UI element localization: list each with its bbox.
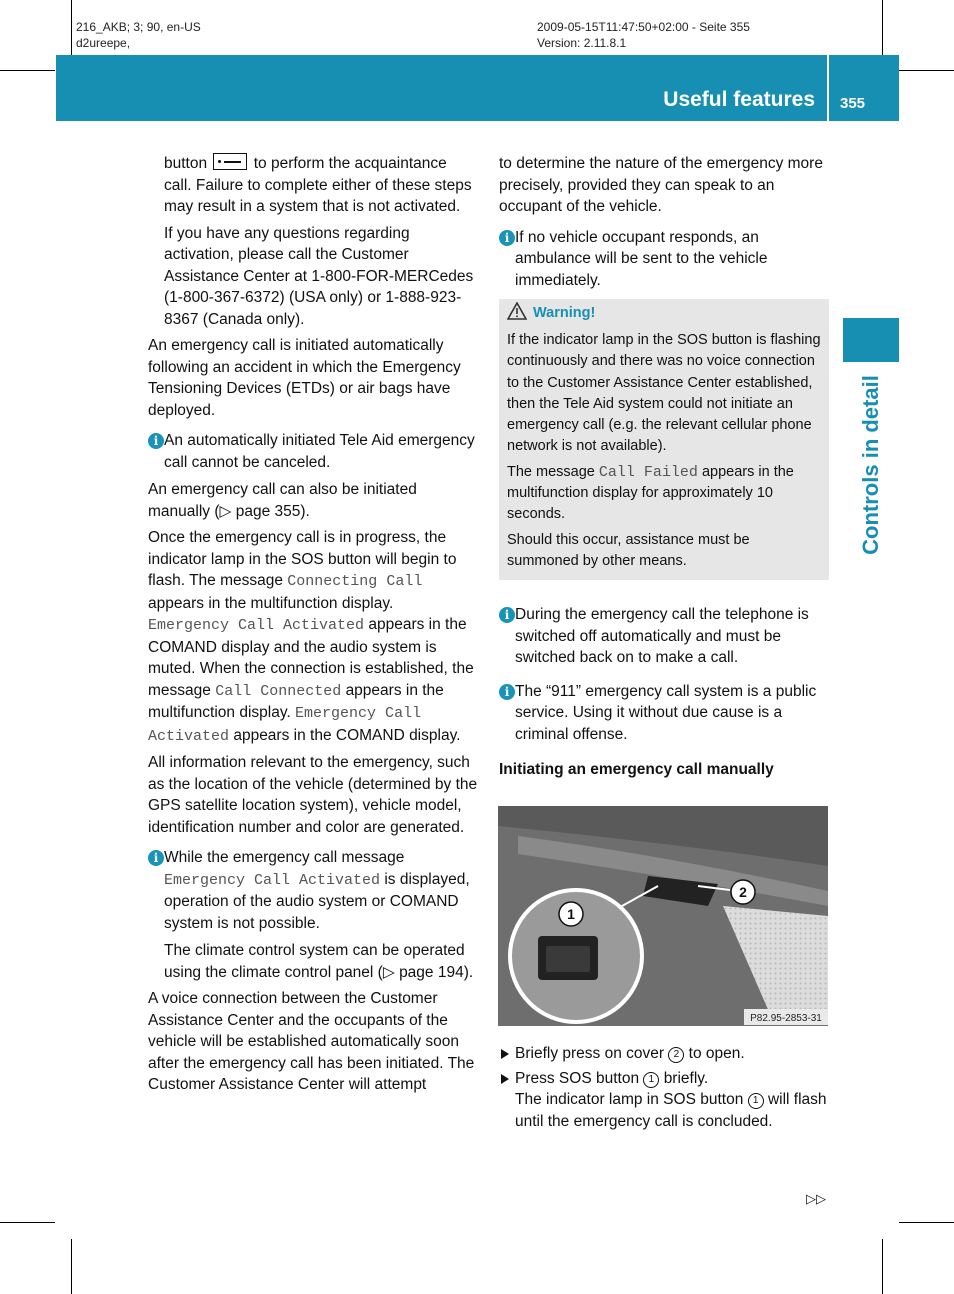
crop-mark — [882, 1239, 883, 1294]
info-icon: i — [148, 433, 164, 449]
crop-mark — [0, 70, 55, 71]
page-number: 355 — [840, 95, 866, 112]
paragraph: to determine the nature of the emergency more precisely, provided they can speak to an occupant of the vehicle. — [499, 155, 823, 215]
callout-ref: 1 — [643, 1072, 659, 1088]
info-note: i While the emergency call message Emergency Call Activated is displayed, operation of the audio system or COMAND system is not possible. — [148, 847, 478, 934]
phone-button-icon — [213, 153, 247, 170]
info-note: i The “911” emergency call system is a public service. Using it without due cause is a criminal offense. — [499, 681, 829, 746]
crop-mark — [0, 1222, 55, 1223]
info-icon: i — [499, 684, 515, 700]
paragraph: An emergency call is initiated automatically following an accident in which the Emergency Tensioning Devices (ETDs) or air bags have deployed. — [148, 337, 461, 419]
overhead-control-photo — [498, 806, 828, 1026]
warning-text: The message Call Failed appears in the multifunction display for approximately 10 seconds. — [507, 463, 794, 523]
info-icon: i — [499, 230, 515, 246]
header-divider — [827, 55, 829, 121]
paragraph: button to perform the acquaintance call. Failure to complete either of these steps may result in a system that is not activated. — [164, 155, 472, 215]
info-note: i If no vehicle occupant responds, an ambulance will be sent to the vehicle immediately. — [499, 227, 829, 292]
warning-triangle-icon — [507, 302, 527, 320]
crop-mark — [899, 70, 954, 71]
step-item: Press SOS button 1 briefly. The indicator lamp in SOS button 1 will flash until the emergency call is concluded. — [499, 1068, 834, 1133]
warning-text: Should this occur, assistance must be summoned by other means. — [507, 531, 750, 569]
callout-ref: 1 — [748, 1093, 764, 1109]
subheading: Initiating an emergency call manually — [499, 761, 774, 779]
continue-mark: ▷▷ — [806, 1191, 826, 1206]
info-icon: i — [148, 850, 164, 866]
overhead-console-illustration — [498, 806, 828, 1026]
info-note: i An automatically initiated Tele Aid emergency call cannot be canceled. — [148, 430, 478, 473]
side-tab-label: Controls in detail — [858, 375, 883, 555]
crop-mark — [71, 0, 72, 55]
crop-mark — [899, 1222, 954, 1223]
image-code: P82.95-2853-31 — [750, 1013, 822, 1024]
section-title: Useful features — [663, 88, 815, 111]
paragraph: Once the emergency call is in progress, the indicator lamp in the SOS button will begin to flash. The message Connecting Call appears in the multifunction display. Emergency Call Activated appears in the COMAND display and the audio system is muted. When the connection is established, the message Call Connected appears in the multifunction display. Emergency Call Activated appears in the COMAND display. — [148, 529, 474, 745]
paragraph: The climate control system can be operated using the climate control panel (▷ page 194). — [164, 942, 474, 981]
side-tab-block — [843, 318, 899, 362]
paragraph: If you have any questions regarding activation, please call the Customer Assistance Center at 1-800-FOR-MERCedes (1-800-367-6372) (USA only) or 1-888-923-8367 (Canada only). — [164, 224, 474, 328]
crop-mark — [71, 1239, 72, 1294]
left-column — [148, 153, 478, 1101]
step-item: Briefly press on cover 2 to open. — [499, 1043, 834, 1065]
steps — [499, 1043, 834, 1135]
right-column — [499, 153, 829, 790]
warning-heading: Warning! — [507, 302, 821, 326]
paragraph: All information relevant to the emergency, such as the location of the vehicle (determined by the GPS satellite location system), vehicle model, identification number and color are generated. — [148, 754, 478, 836]
crop-mark — [882, 0, 883, 55]
paragraph: A voice connection between the Customer Assistance Center and the occupants of the vehicle will be established automatically soon after the emergency call has been initiated. The Customer Assistance Center will attempt — [148, 990, 475, 1093]
callout-1: 1 — [567, 906, 575, 922]
callout-ref: 2 — [668, 1047, 684, 1063]
warning-text: If the indicator lamp in the SOS button is flashing continuously and there was no voice connection to the Customer Assistance Center established, then the Tele Aid system could not initiate an emergency call (e.g. the relevant cellular phone network is not available). — [507, 332, 821, 455]
callout-2: 2 — [739, 884, 747, 900]
info-note: i During the emergency call the telephone is switched off automatically and must be switched back on to make a call. — [499, 604, 829, 669]
paragraph: An emergency call can also be initiated manually (▷ page 355). — [148, 481, 417, 520]
page-header — [56, 55, 899, 121]
warning-box — [499, 299, 829, 580]
print-meta-right: 2009-05-15T11:47:50+02:00 - Seite 355 Version: 2.11.8.1 — [537, 20, 750, 50]
print-meta-left: 216_AKB; 3; 90, en-US d2ureepe, — [76, 20, 201, 50]
info-icon: i — [499, 607, 515, 623]
